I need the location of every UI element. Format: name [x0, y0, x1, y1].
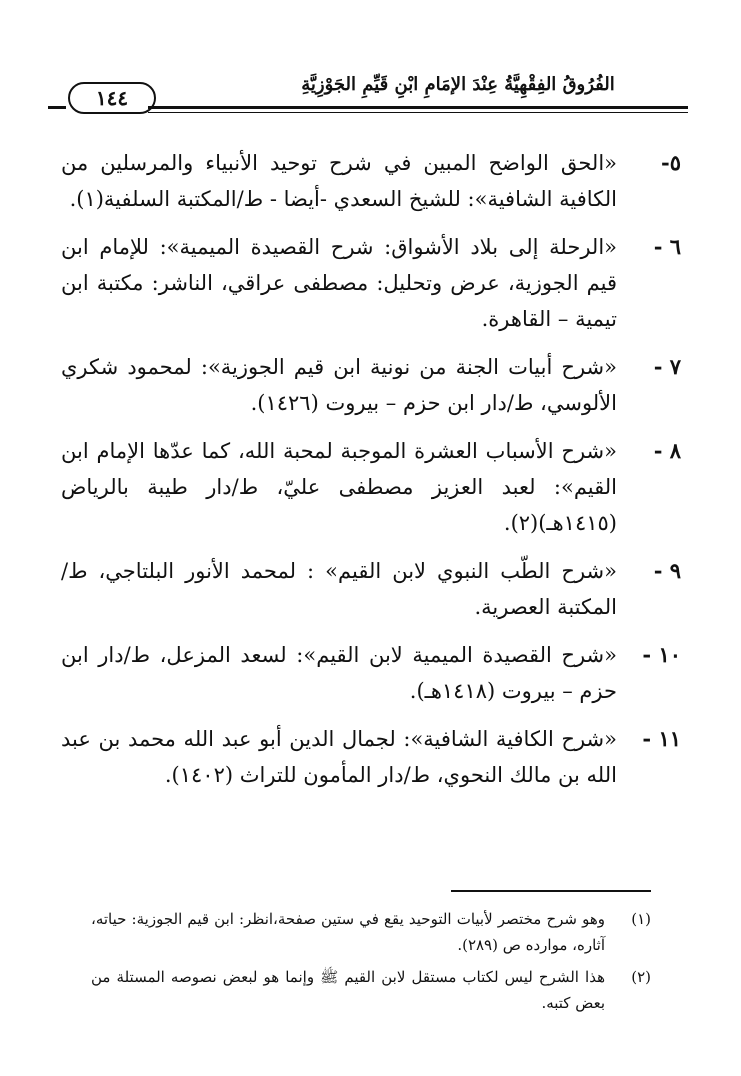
footnote-text: هذا الشرح ليس لكتاب مستقل لابن القيم ﷺ وإنما هو لبعض نصوصه المستلة من بعض كتبه.: [91, 968, 605, 1012]
item-number: ٦ -: [653, 234, 681, 259]
footnote: [91, 964, 651, 1016]
item-number: ١٠ -: [642, 642, 681, 667]
item-number: ٩ -: [653, 558, 681, 583]
item-text: «شرح الكافية الشافية»: لجمال الدين أبو عبد الله محمد بن عبد الله بن مالك النحوي، ط/دار المأمون للتراث (١٤٠٢).: [61, 727, 617, 787]
footnotes: [91, 890, 651, 1022]
item-text: «شرح القصيدة الميمية لابن القيم»: لسعد المزعل، ط/دار ابن حزم – بيروت (١٤١٨هـ).: [61, 643, 617, 703]
item-text: «الرحلة إلى بلاد الأشواق: شرح القصيدة الميمية»: للإمام ابن قيم الجوزية، عرض وتحليل: مصطفى عراقي، الناشر: مكتبة ابن تيمية – القاهرة.: [61, 235, 617, 331]
list-item: [61, 145, 681, 217]
item-text: «شرح الأسباب العشرة الموجبة لمحبة الله، كما عدّها الإمام ابن القيم»: لعبد العزيز مصطفى عليّ، ط/دار طيبة بالرياض (١٤١٥هـ)(٢).: [61, 439, 617, 535]
footnote-number: (١): [631, 910, 651, 928]
list-item: [61, 349, 681, 421]
list-item: [61, 553, 681, 625]
item-number: ٧ -: [653, 354, 681, 379]
list-item: [61, 721, 681, 793]
item-number: ١١ -: [642, 726, 681, 751]
header-rule: [148, 106, 688, 109]
footnote-separator: [451, 890, 651, 892]
item-number: ٨ -: [653, 438, 681, 463]
page-header: [48, 64, 688, 124]
item-text: «شرح أبيات الجنة من نونية ابن قيم الجوزية»: لمحمود شكري الألوسي، ط/دار ابن حزم – بيروت (١٤٢٦).: [61, 355, 617, 415]
item-text: «الحق الواضح المبين في شرح توحيد الأنبياء والمرسلين من الكافية الشافية»: للشيخ السعدي -أيضا - ط/المكتبة السلفية(١).: [61, 151, 617, 211]
header-rule-thin: [148, 112, 688, 113]
item-text: «شرح الطّب النبوي لابن القيم» : لمحمد الأنور البلتاجي، ط/ المكتبة العصرية.: [61, 559, 617, 619]
bibliography-list: [61, 145, 681, 805]
footnote-number: (٢): [631, 968, 651, 986]
footnote-text: وهو شرح مختصر لأبيات التوحيد يقع في ستين صفحة،انظر: ابن قيم الجوزية: حياته، آثاره، موارده ص (٢٨٩).: [91, 910, 605, 954]
item-number: ٥-: [661, 150, 681, 175]
header-rule-left-tick: [48, 106, 66, 109]
page-number: ١٤٤: [68, 82, 156, 114]
list-item: [61, 637, 681, 709]
footnote: [91, 906, 651, 958]
list-item: [61, 433, 681, 541]
list-item: [61, 229, 681, 337]
running-title: الفُرُوقُ الفِقْهِيَّةُ عِنْدَ الإمَامِ ابْنِ قَيِّمِ الجَوْزِيَّةِ: [301, 74, 615, 95]
